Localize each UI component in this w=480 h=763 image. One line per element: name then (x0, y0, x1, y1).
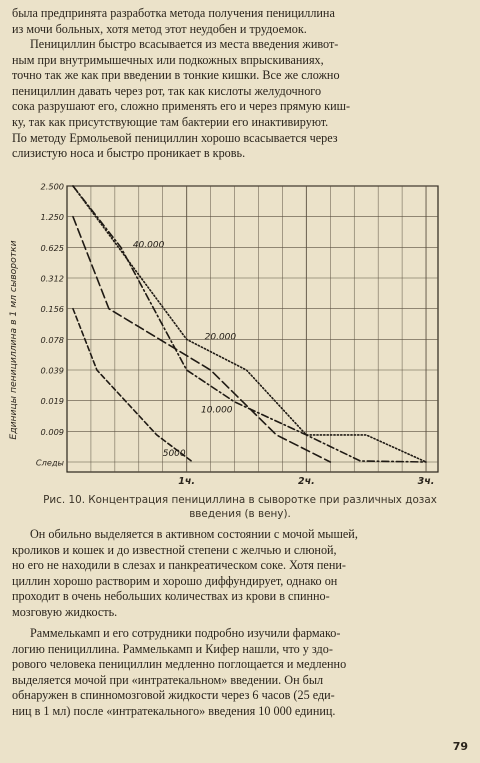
x-tick-label: 1ч. (178, 476, 196, 487)
chart-series (73, 186, 426, 462)
y-tick-label: 0.009 (40, 426, 64, 437)
text-line: из мочи больных, хотя метод этот неудобен и трудоемок. (12, 21, 307, 36)
text-line: слизистую носа и быстро проникает в кровь. (12, 146, 246, 161)
text-line: циллин хорошо растворим и хорошо диффундирует, однако он (12, 573, 338, 588)
paragraph-excretion (12, 527, 464, 621)
paragraph-pharmacology (12, 626, 464, 720)
text-line: Пенициллин быстро всасывается из места введения живот- (30, 37, 339, 51)
text-line: логию пенициллина. Раммелькамп и Кифер нашли, что у здо- (12, 641, 333, 656)
text-line: была предпринята разработка метода получения пенициллина (12, 6, 335, 20)
chart-grid (67, 186, 438, 472)
text-line: кроликов и кошек и до известной степени с желчью и слюной, (12, 542, 337, 557)
y-axis-label: Единицы пенициллина в 1 мл сыворотки (8, 240, 19, 440)
page-number: 79 (452, 740, 468, 753)
text-line: ниц в 1 мл) после «интратекального» введения 10 000 единиц. (12, 703, 336, 718)
text-line: ку, так как присутствующие там бактерии его инактивируют. (12, 114, 329, 129)
text-line: По методу Ермольевой пенициллин хорошо всасывается через (12, 130, 338, 145)
text-line: Он обильно выделяется в активном состоянии с мочой мышей, (30, 527, 358, 541)
y-tick-label: 0.078 (40, 334, 64, 345)
paragraph-absorption (12, 37, 464, 162)
text-line: но его не находили в слезах и панкреатическом соке. Хотя пени- (12, 558, 346, 573)
y-tick-label: 0.312 (40, 273, 64, 284)
y-tick-label: 0.019 (40, 396, 64, 407)
concentration-chart (0, 178, 480, 496)
paragraph-intro (12, 6, 464, 37)
x-tick-label: 3ч. (417, 476, 435, 487)
y-tick-label: 2.500 (40, 181, 64, 192)
series-label: 10.000 (201, 405, 233, 416)
series-label: 40.000 (132, 240, 165, 251)
text-line: выделяется мочой при «интратекальном» введении. Он был (12, 672, 324, 687)
text-line: проходит в очень небольших количествах из крови в спинно- (12, 589, 330, 604)
text-line: точно так же как при введении в тонкие кишки. Все же сложно (12, 68, 340, 83)
text-line: сока разрушают его, сложно применять его и через прямую киш- (12, 99, 351, 114)
series-label: 5000 (162, 449, 186, 459)
y-tick-label: 0.625 (40, 242, 64, 253)
series-label: 20.000 (204, 332, 237, 343)
y-tick-label: 1.250 (40, 212, 64, 223)
series-labels (133, 240, 237, 459)
caption-line: Рис. 10. Концентрация пенициллина в сыворотке при различных дозах (43, 494, 437, 506)
text-line: рового человека пенициллин медленно поглощается и медленно (12, 657, 347, 672)
text-line: Раммелькамп и его сотрудники подробно изучили фармако- (30, 626, 341, 640)
figure-caption (0, 493, 480, 521)
text-line: пенициллин давать через рот, так как кислоты желудочного (12, 83, 322, 98)
text-line: ным при внутримышечных или подкожных впрыскиваниях, (12, 52, 324, 67)
series-line (73, 186, 426, 462)
x-axis-ticks (178, 476, 434, 487)
plot-frame (67, 186, 438, 472)
y-tick-label: 0.156 (40, 304, 64, 315)
y-axis-ticks (36, 182, 65, 468)
x-tick-label: 2ч. (297, 476, 315, 487)
text-line: мозговую жидкость. (12, 604, 118, 619)
caption-line: введения (в вену). (189, 508, 291, 520)
text-line: обнаружен в спинномозговой жидкости через 6 часов (25 еди- (12, 688, 335, 703)
y-tick-label: Следы (35, 457, 64, 468)
y-tick-label: 0.039 (40, 365, 64, 376)
series-line (73, 186, 426, 462)
